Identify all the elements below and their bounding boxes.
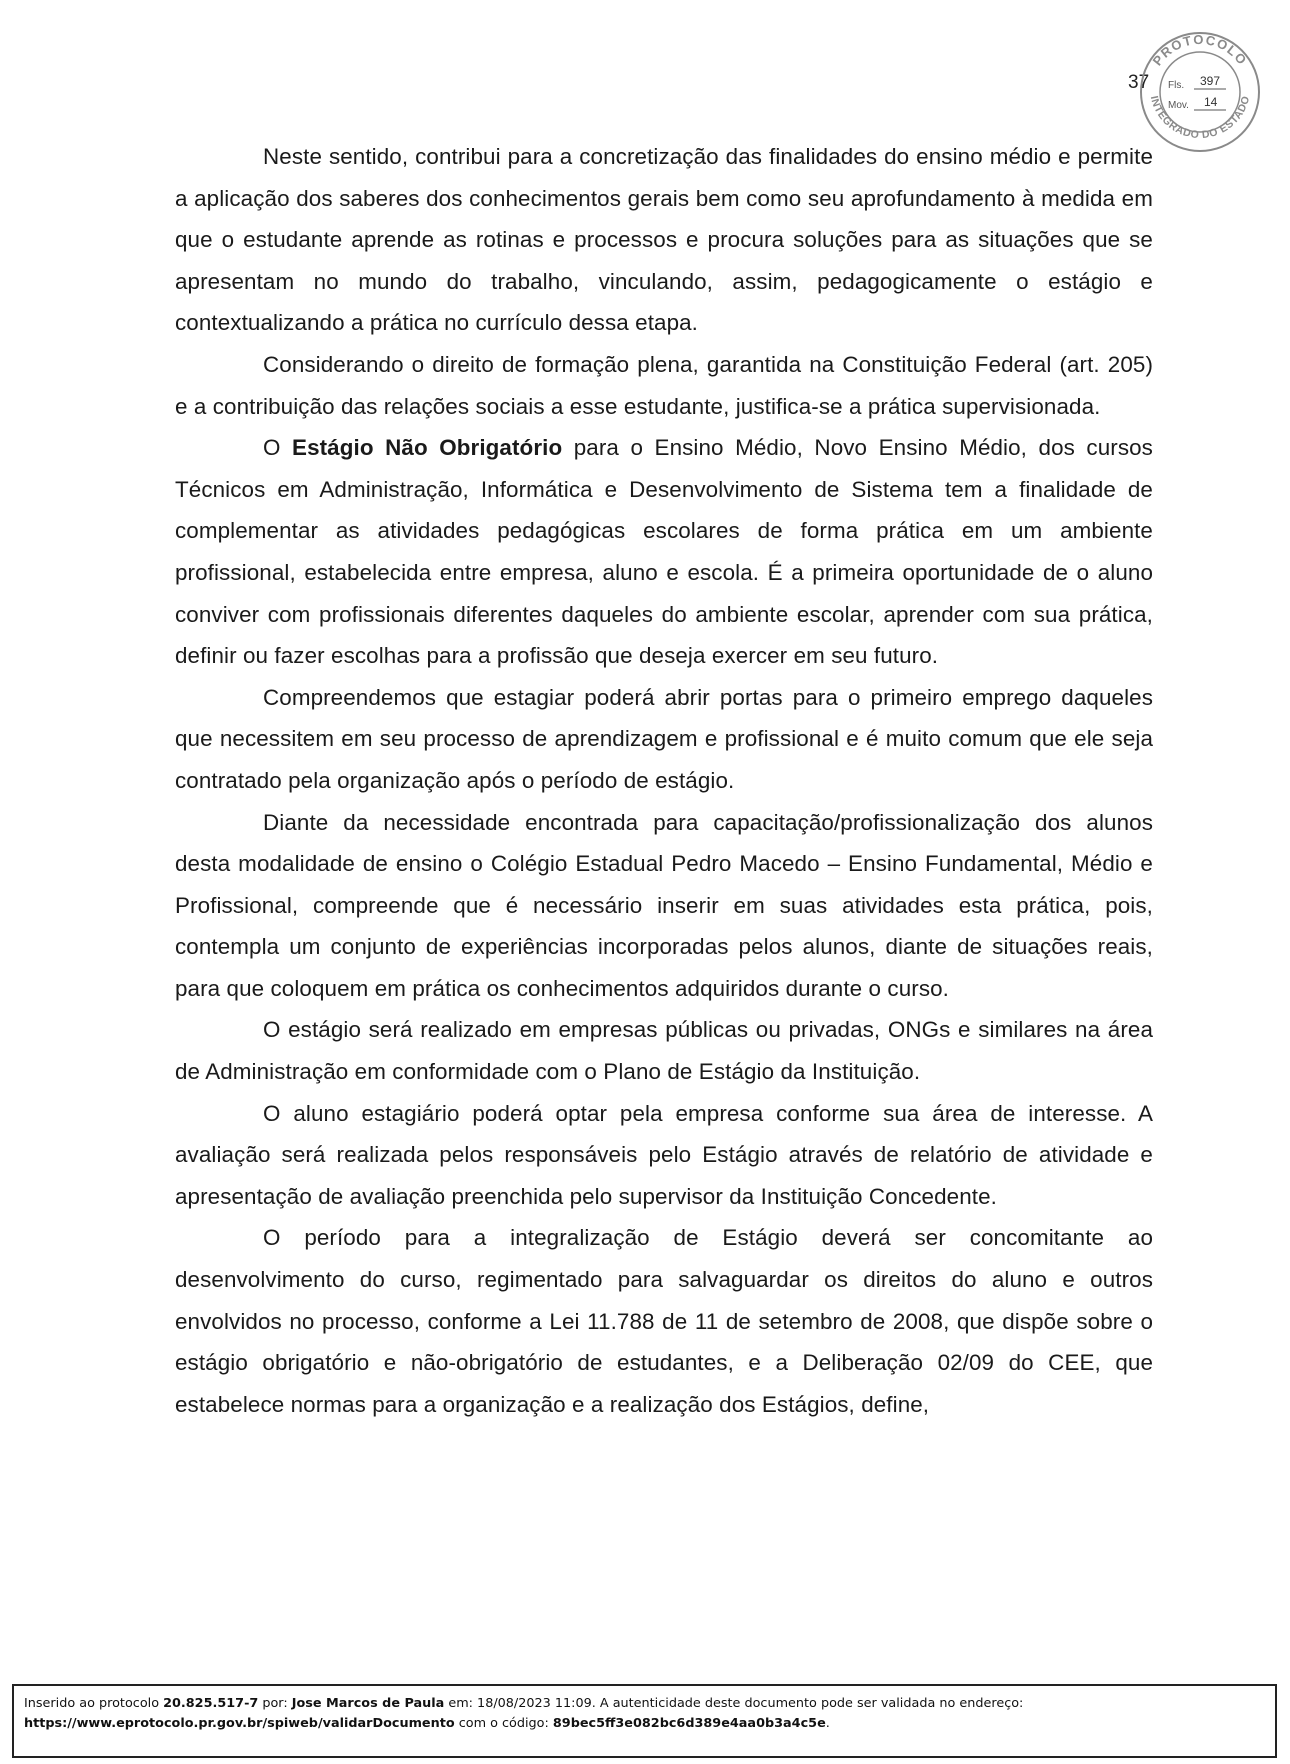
page-number: 37 — [1128, 72, 1150, 93]
stamp-mov-value: 14 — [1204, 95, 1218, 109]
paragraph-6: O estágio será realizado em empresas públicas ou privadas, ONGs e similares na área de Administração em conformidade com o Plano de Estágio da Instituição. — [175, 1017, 1153, 1085]
footer-text-5: . — [825, 1716, 830, 1731]
document-body — [175, 136, 1153, 1425]
stamp-ring-bottom: INTEGRADO DO ESTADO — [1147, 94, 1253, 142]
paragraph-3-rest: para o Ensino Médio, Novo Ensino Médio, dos cursos Técnicos em Administração, Informática e Desenvolvimento de Sistema tem a finalidade de complementar as atividades pedagógicas escolares de forma prática em um ambiente profissional, estabelecida entre empresa, aluno e escola. É a primeira oportunidade de o aluno conviver com profissionais diferentes daqueles do ambiente escolar, aprender com sua prática, definir ou fazer escolhas para a profissão que deseja exercer em seu futuro. — [175, 435, 1153, 669]
stamp-ring-top: PROTOCOLO — [1149, 31, 1251, 69]
footer-text-2: por: — [258, 1696, 292, 1711]
footer-text-4: com o código: — [454, 1716, 553, 1731]
stamp-fls-value: 397 — [1200, 74, 1221, 88]
stamp-mov-label: Mov. — [1168, 100, 1189, 111]
authenticity-footer — [12, 1684, 1277, 1758]
paragraph-4: Compreendemos que estagiar poderá abrir portas para o primeiro emprego daqueles que necessitem em seu processo de aprendizagem e profissional e é muito comum que ele seja contratado pela organização após o período de estágio. — [175, 684, 1153, 793]
footer-text-3: em: 18/08/2023 11:09. A autenticidade deste documento pode ser validada no endereço: — [444, 1696, 1024, 1711]
footer-validation-url[interactable]: https://www.eprotocolo.pr.gov.br/spiweb/validarDocumento — [24, 1716, 455, 1731]
paragraph-7: O aluno estagiário poderá optar pela empresa conforme sua área de interesse. A avaliação será realizada pelos responsáveis pelo Estágio através de relatório de atividade e apresentação de avaliação preenchida pelo supervisor da Instituição Concedente. — [175, 1100, 1153, 1209]
paragraph-3-start: O — [263, 435, 293, 461]
footer-text-1: Inserido ao protocolo — [24, 1696, 164, 1711]
stamp-fls-label: Fls. — [1168, 80, 1185, 91]
footer-author: Jose Marcos de Paula — [291, 1696, 445, 1711]
paragraph-3 — [175, 427, 1153, 677]
paragraph-1: Neste sentido, contribui para a concretização das finalidades do ensino médio e permite a aplicação dos saberes dos conhecimentos gerais bem como seu aprofundamento à medida em que o estudante aprende as rotinas e processos e procura soluções para as situações que se apresentam no mundo do trabalho, vinculando, assim, pedagogicamente o estágio e contextualizando a prática no currículo dessa etapa. — [175, 144, 1153, 336]
svg-text:PROTOCOLO — [1150, 32, 1251, 68]
svg-text:INTEGRADO DO ESTADO — [1148, 94, 1252, 141]
paragraph-3-bold-term: Estágio Não Obrigatório — [292, 435, 563, 461]
footer-protocol-number: 20.825.517-7 — [163, 1696, 259, 1711]
protocol-stamp — [1138, 30, 1262, 154]
paragraph-5: Diante da necessidade encontrada para capacitação/profissionalização dos alunos desta modalidade de ensino o Colégio Estadual Pedro Macedo – Ensino Fundamental, Médio e Profissional, compreende que é necessário inserir em suas atividades esta prática, pois, contempla um conjunto de experiências incorporadas pelos alunos, diante de situações reais, para que coloquem em prática os conhecimentos adquiridos durante o curso. — [175, 809, 1153, 1001]
paragraph-2: Considerando o direito de formação plena, garantida na Constituição Federal (art. 205) e a contribuição das relações sociais a esse estudante, justifica-se a prática supervisionada. — [175, 351, 1153, 419]
paragraph-8: O período para a integralização de Estágio deverá ser concomitante ao desenvolvimento do curso, regimentado para salvaguardar os direitos do aluno e outros envolvidos no processo, conforme a Lei 11.788 de 11 de setembro de 2008, que dispõe sobre o estágio obrigatório e não-obrigatório de estudantes, e a Deliberação 02/09 do CEE, que estabelece normas para a organização e a realização dos Estágios, define, — [175, 1225, 1153, 1417]
footer-validation-code: 89bec5ff3e082bc6d389e4aa0b3a4c5e — [552, 1716, 826, 1731]
